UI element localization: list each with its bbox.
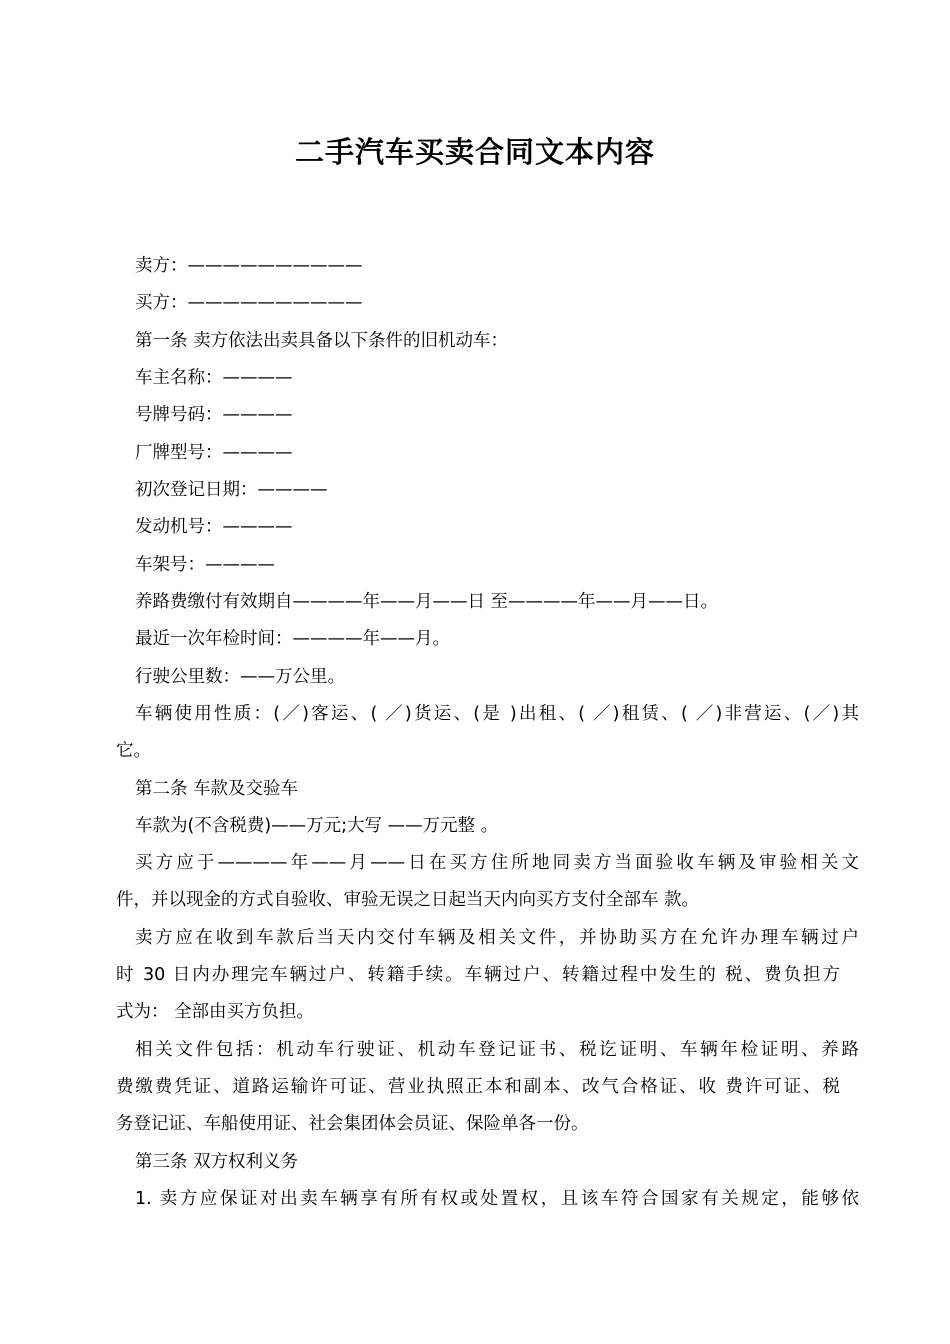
plate-number-line: 号牌号码：———— [135, 405, 293, 425]
delivery-paragraph-line-2: 时 30 日内办理完车辆过户、转籍手续。车辆过户、转籍过程中发生的 税、费负担方 [116, 965, 840, 985]
first-registration-line: 初次登记日期：———— [135, 480, 328, 500]
brand-model-line: 厂牌型号：———— [135, 443, 293, 463]
inspection-paragraph-line-2: 件，并以现金的方式自验收、审验无误之日起当天内向买方支付全部车 款。 [116, 890, 700, 910]
delivery-paragraph-line-1: 卖方应在收到车款后当天内交付车辆及相关文件，并协助买方在允许办理车辆过户 [135, 928, 859, 948]
price-line: 车款为(不含税费)——万元;大写 ——万元整 。 [135, 816, 499, 836]
inspection-paragraph-line-1: 买方应于————年——月——日在买方住所地同卖方当面验收车辆及审验相关文 [135, 853, 859, 873]
mileage-line: 行驶公里数：——万公里。 [135, 667, 345, 687]
buyer-line: 买方：—————————— [135, 293, 363, 313]
document-title: 二手汽车买卖合同文本内容 [294, 135, 655, 169]
documents-paragraph-line-2: 费缴费凭证、道路运输许可证、营业执照正本和副本、改气合格证、收 费许可证、税 [116, 1077, 840, 1097]
delivery-paragraph-line-3: 式为： 全部由买方负担。 [116, 1002, 315, 1022]
documents-paragraph-line-1: 相关文件包括：机动车行驶证、机动车登记证书、税讫证明、车辆年检证明、养路 [135, 1040, 859, 1060]
owner-name-line: 车主名称：———— [135, 368, 293, 388]
article-1-heading: 第一条 卖方依法出卖具备以下条件的旧机动车： [135, 331, 509, 351]
seller-line: 卖方：—————————— [135, 256, 363, 276]
annual-inspection-line: 最近一次年检时间：————年——月。 [135, 629, 450, 649]
documents-paragraph-line-3: 务登记证、车船使用证、社会集团体会员证、保险单各一份。 [116, 1114, 589, 1134]
article-3-heading: 第三条 双方权利义务 [135, 1152, 299, 1172]
article-3-item-1-line-1: 1. 卖方应保证对出卖车辆享有所有权或处置权，且该车符合国家有关规定，能够依 [135, 1189, 859, 1209]
usage-nature-line: 车辆使用性质：(／)客运、( ／)货运、(是 )出租、( ／)租赁、( ／)非营运、(／)其 [135, 704, 859, 724]
usage-nature-line-cont: 它。 [116, 741, 151, 761]
road-fee-line: 养路费缴付有效期自————年——月——日 至————年——月——日。 [135, 592, 719, 612]
frame-number-line: 车架号：———— [135, 555, 275, 575]
engine-number-line: 发动机号：———— [135, 517, 293, 537]
article-2-heading: 第二条 车款及交验车 [135, 779, 299, 799]
